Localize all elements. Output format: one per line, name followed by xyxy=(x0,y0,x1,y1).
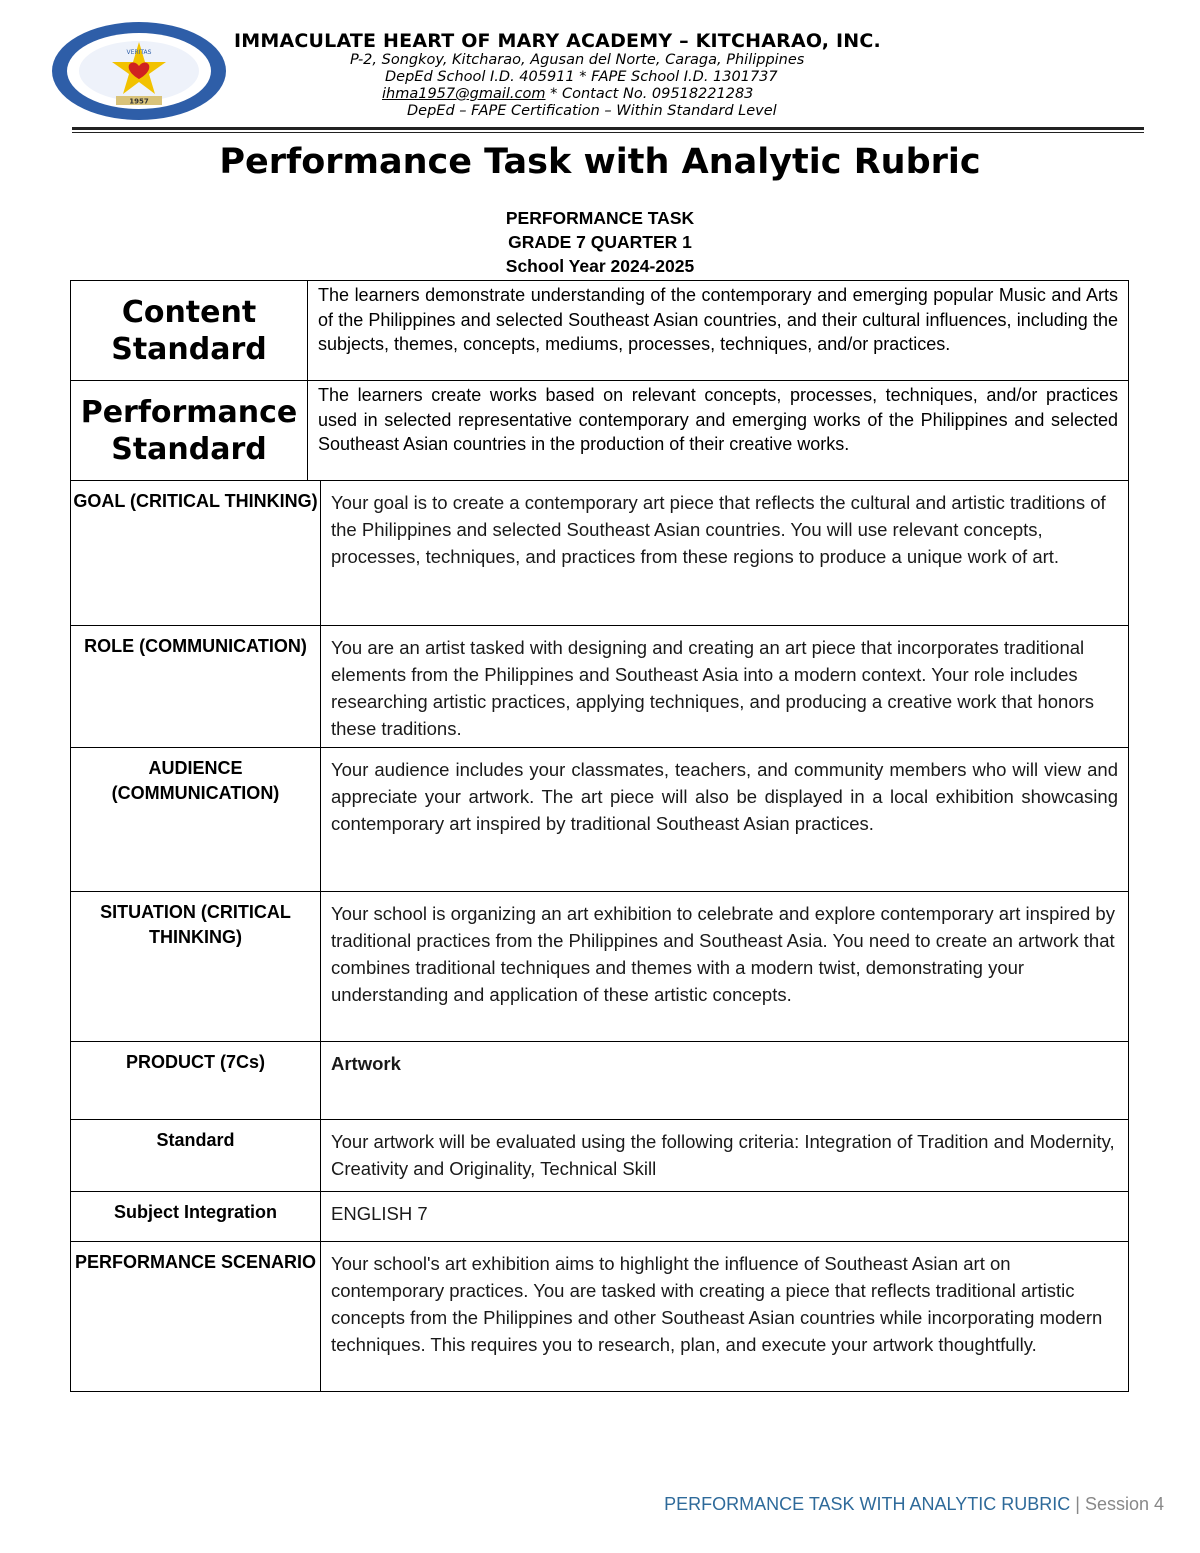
standards-table xyxy=(70,280,1129,481)
table-row xyxy=(71,748,1129,892)
row-label-standard: Standard xyxy=(71,1120,321,1192)
row-label-performance-scenario: PERFORMANCE SCENARIO xyxy=(71,1242,321,1392)
table-row xyxy=(71,1120,1129,1192)
row-text-standard: Your artwork will be evaluated using the following criteria: Integration of Tradition and Modernity, Creativity and Originality, Technical Skill xyxy=(321,1120,1129,1192)
table-row xyxy=(71,892,1129,1042)
table-row xyxy=(71,1192,1129,1242)
school-email-link[interactable]: ihma1957@gmail.com xyxy=(382,86,546,102)
footer-session: Session 4 xyxy=(1084,1494,1164,1514)
page-title: Performance Task with Analytic Rubric xyxy=(219,142,981,182)
grasps-table xyxy=(70,480,1129,1392)
row-label-goal: GOAL (CRITICAL THINKING) xyxy=(71,481,321,626)
task-header-line3: School Year 2024-2025 xyxy=(505,256,695,276)
school-ids: DepEd School I.D. 405911 * FAPE School I.D. 1301737 xyxy=(385,69,778,85)
school-contact-line xyxy=(232,86,1132,103)
content-standard-text: The learners demonstrate understanding of the contemporary and emerging popular Music and Arts of the Philippines and selected Southeast Asian countries, and their cultural influences, including the subjects, themes, concepts, mediums, processes, techniques, and/or practices. xyxy=(308,281,1129,381)
content-standard-label: Content Standard xyxy=(71,281,308,381)
table-row xyxy=(71,1042,1129,1120)
performance-standard-label: Performance Standard xyxy=(71,381,308,481)
footer-title: PERFORMANCE TASK WITH ANALYTIC RUBRIC xyxy=(664,1494,1071,1514)
task-header-line1: PERFORMANCE TASK xyxy=(505,208,695,228)
school-certification: DepEd – FAPE Certification – Within Standard Level xyxy=(407,103,777,119)
row-text-role: You are an artist tasked with designing and creating an art piece that incorporates traditional elements from the Philippines and Southeast Asia into a modern context. Your role includes researching artistic practices, applying techniques, and producing a creative work that honors these traditions. xyxy=(321,626,1129,748)
seal-year: 1957 xyxy=(129,97,149,106)
row-label-situation: SITUATION (CRITICAL THINKING) xyxy=(71,892,321,1042)
page-footer xyxy=(664,1494,1164,1515)
row-label-subject-integration: Subject Integration xyxy=(71,1192,321,1242)
table-row xyxy=(71,481,1129,626)
school-header xyxy=(232,30,1132,120)
content-standard-row xyxy=(71,281,1129,381)
table-row xyxy=(71,1242,1129,1392)
footer-separator: | xyxy=(1075,1494,1080,1514)
row-text-goal: Your goal is to create a contemporary art piece that reflects the cultural and artistic traditions of the Philippines and selected Southeast Asian countries. You will use relevant concepts, processes, techniques, and practices from these regions to produce a unique work of art. xyxy=(321,481,1129,626)
table-row xyxy=(71,626,1129,748)
performance-standard-row xyxy=(71,381,1129,481)
school-name: IMMACULATE HEART OF MARY ACADEMY – KITCHARAO, INC. xyxy=(234,30,881,52)
school-address: P-2, Songkoy, Kitcharao, Agusan del Norte, Caraga, Philippines xyxy=(350,52,805,68)
row-label-product: PRODUCT (7Cs) xyxy=(71,1042,321,1120)
row-label-audience: AUDIENCE (COMMUNICATION) xyxy=(71,748,321,892)
row-label-role: ROLE (COMMUNICATION) xyxy=(71,626,321,748)
row-text-product: Artwork xyxy=(321,1042,1129,1120)
header-divider xyxy=(72,127,1144,133)
row-text-performance-scenario: Your school's art exhibition aims to highlight the influence of Southeast Asian art on contemporary practices. You are tasked with creating a piece that reflects traditional artistic concepts from the Philippines and other Southeast Asian countries while incorporating modern techniques. This requires you to research, plan, and execute your artwork thoughtfully. xyxy=(321,1242,1129,1392)
row-text-audience: Your audience includes your classmates, teachers, and community members who will view and appreciate your artwork. The art piece will also be displayed in a local exhibition showcasing contemporary art inspired by traditional Southeast Asian practices. xyxy=(321,748,1129,892)
row-text-subject-integration: ENGLISH 7 xyxy=(321,1192,1129,1242)
school-contact: * Contact No. 09518221283 xyxy=(545,86,754,102)
task-header-line2: GRADE 7 QUARTER 1 xyxy=(508,232,692,252)
seal-motto: VERITAS xyxy=(126,49,152,56)
task-header xyxy=(0,206,1200,278)
school-seal-logo xyxy=(50,20,228,122)
row-text-situation: Your school is organizing an art exhibition to celebrate and explore contemporary art inspired by traditional practices from the Philippines and Southeast Asia. You need to create an artwork that combines traditional techniques and themes with a modern twist, demonstrating your understanding and application of these artistic concepts. xyxy=(321,892,1129,1042)
performance-standard-text: The learners create works based on relevant concepts, processes, techniques, and/or practices used in selected representative contemporary and emerging works of the Philippines and selected Southeast Asian countries in the production of their creative works. xyxy=(308,381,1129,481)
